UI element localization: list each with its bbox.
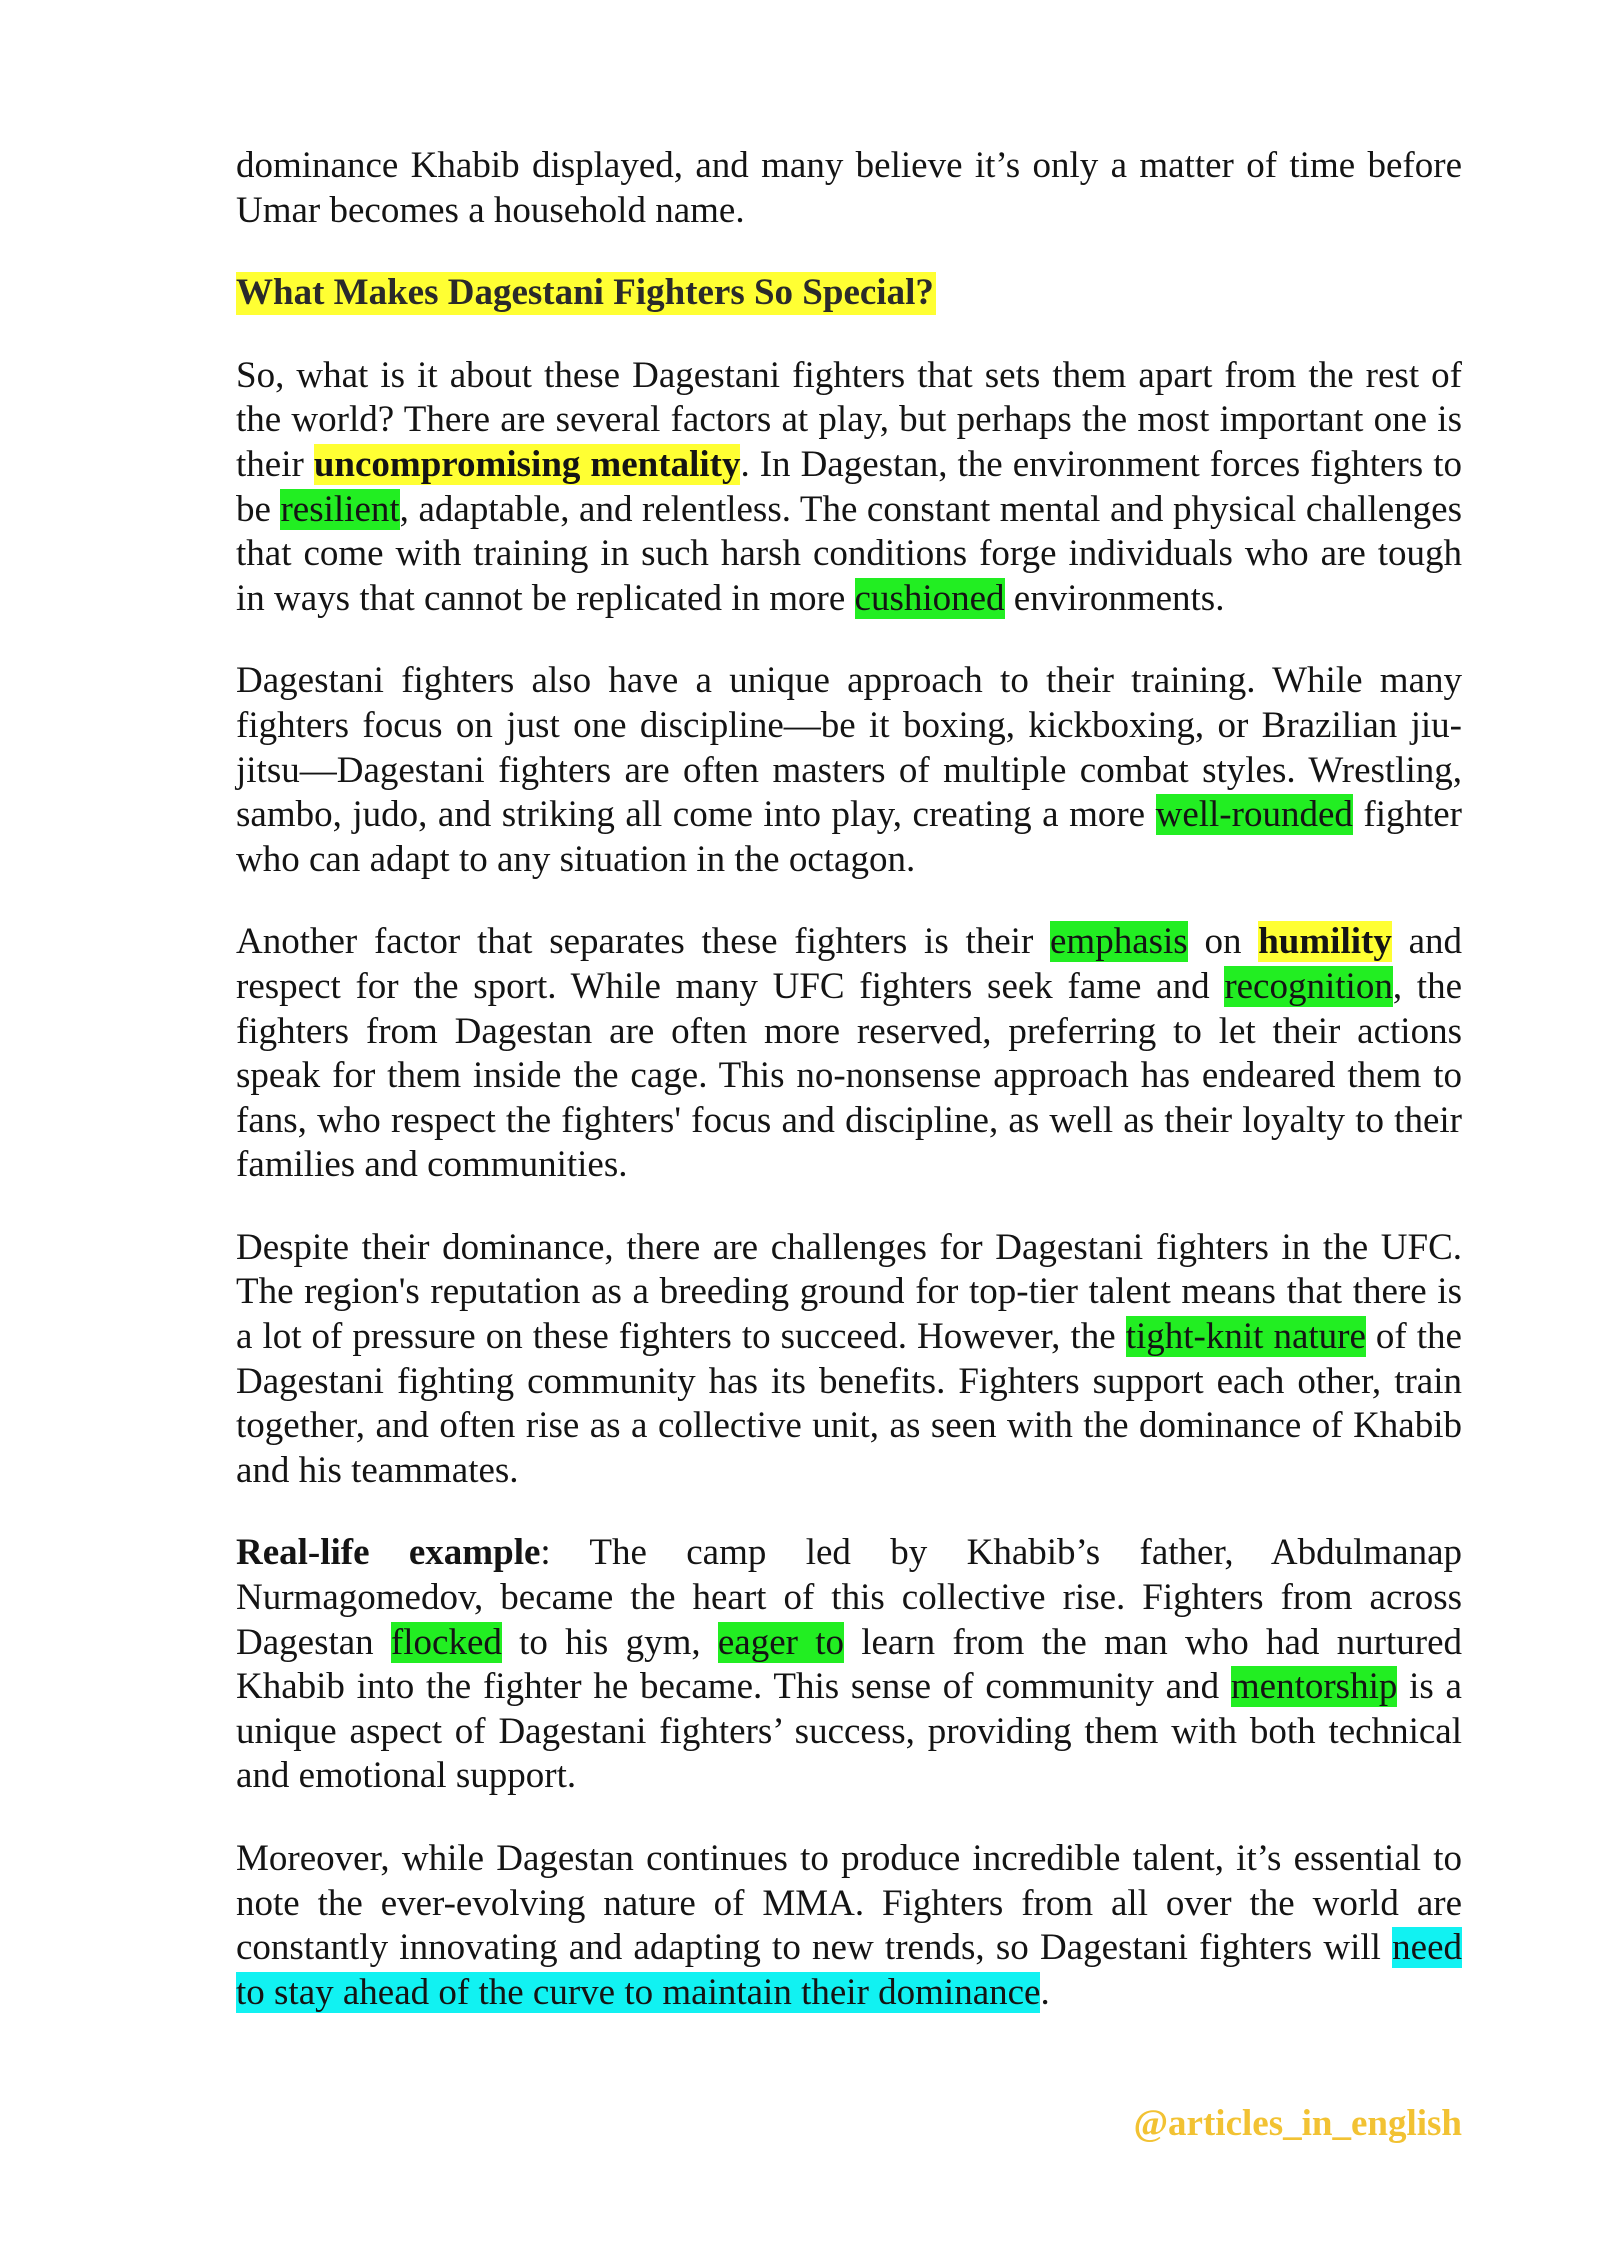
paragraph-example — [236, 1531, 1462, 1799]
text-run: . In Dagestan, the environment forces fighters to be — [236, 443, 1462, 530]
text-run: Moreover, while Dagestan continues to produce incredible talent, it’s essential to note the ever-evolving nature of MMA. Fighters from all over the world are constantly innovating and adapting to new trends, so Dagestani fighters will — [236, 1838, 1462, 1969]
paragraph-mentality — [236, 354, 1462, 622]
highlight-green: mentorship — [1230, 1666, 1398, 1708]
highlight-green: emphasis — [1050, 921, 1188, 963]
watermark: @articles_in_english — [1133, 2103, 1462, 2144]
intro-paragraph — [236, 144, 1462, 233]
highlight-yellow: uncompromising mentality — [313, 443, 741, 485]
paragraph-challenges — [236, 1226, 1462, 1494]
paragraph-humility — [236, 920, 1462, 1188]
text-run: on — [1187, 921, 1259, 963]
text-run: to his gym, — [501, 1621, 718, 1663]
text-run: fighter who can adapt to any situation in the octagon. — [236, 794, 1463, 880]
section-heading-text: What Makes Dagestani Fighters So Special? — [236, 272, 934, 314]
paragraph-conclusion — [236, 1837, 1462, 2015]
text-run: , adaptable, and relentless. The constant mental and physical challenges that come with training in such harsh conditions forge individuals who are tough in ways that cannot be replicated in more — [236, 488, 1462, 619]
text-run: , the fighters from Dagestan are often more reserved, preferring to let their actions speak for them inside the cage. This no-nonsense approach has endeared them to fans, who respect the fighters' focus and discipline, as well as their loyalty to their families and communities. — [236, 965, 1462, 1186]
text-run: environments. — [1004, 577, 1225, 619]
document-page — [236, 144, 1462, 2053]
text-run: and respect for the sport. While many UFC fighters seek fame and — [236, 921, 1462, 1007]
text-run: So, what is it about these Dagestani fighters that sets them apart from the rest of the world? There are several factors at play, but perhaps the most important one is their — [236, 354, 1462, 485]
highlight-yellow: humility — [1258, 921, 1392, 963]
text-run: learn from the man who had nurtured Khabib into the fighter he became. This sense of community and — [236, 1621, 1462, 1708]
text-run: . — [1040, 1971, 1050, 2013]
highlight-green: eager to — [717, 1621, 844, 1663]
text-run: is a unique aspect of Dagestani fighters’ success, providing them with both technical and emotional support. — [236, 1666, 1462, 1797]
intro-text: dominance Khabib displayed, and many believe it’s only a matter of time before Umar becomes a household name. — [236, 145, 1462, 231]
highlight-green: cushioned — [854, 577, 1005, 619]
text-run: : The camp led by Khabib’s father, Abdulmanap Nurmagomedov, became the heart of this collective rise. Fighters from across Dagestan — [236, 1532, 1462, 1663]
highlight-green: flocked — [390, 1621, 502, 1663]
highlight-cyan: need to stay ahead of the curve to maintain their dominance — [236, 1927, 1462, 2013]
section-heading — [236, 271, 1462, 316]
highlight-green: resilient — [280, 488, 400, 530]
highlight-green: well-rounded — [1155, 794, 1353, 836]
paragraph-training — [236, 659, 1462, 882]
highlight-green: recognition — [1224, 965, 1393, 1007]
highlight-green: tight-knit nature — [1125, 1316, 1366, 1358]
bold-label: Real-life example — [236, 1532, 541, 1574]
text-run: Dagestani fighters also have a unique approach to their training. While many fighters focus on just one discipline—be it boxing, kickboxing, or Brazilian jiu-jitsu—Dagestani fighters are often masters of multiple combat styles. Wrestling, sambo, judo, and striking all come into play, creating a more — [236, 660, 1462, 836]
text-run: Despite their dominance, there are challenges for Dagestani fighters in the UFC. The region's reputation as a breeding ground for top-tier talent means that there is a lot of pressure on these fighters to succeed. However, the — [236, 1226, 1462, 1358]
text-run: of the Dagestani fighting community has its benefits. Fighters support each other, train together, and often rise as a collective unit, as seen with the dominance of Khabib and his teammates. — [236, 1316, 1462, 1491]
text-run: Another factor that separates these fighters is their — [236, 921, 1050, 963]
